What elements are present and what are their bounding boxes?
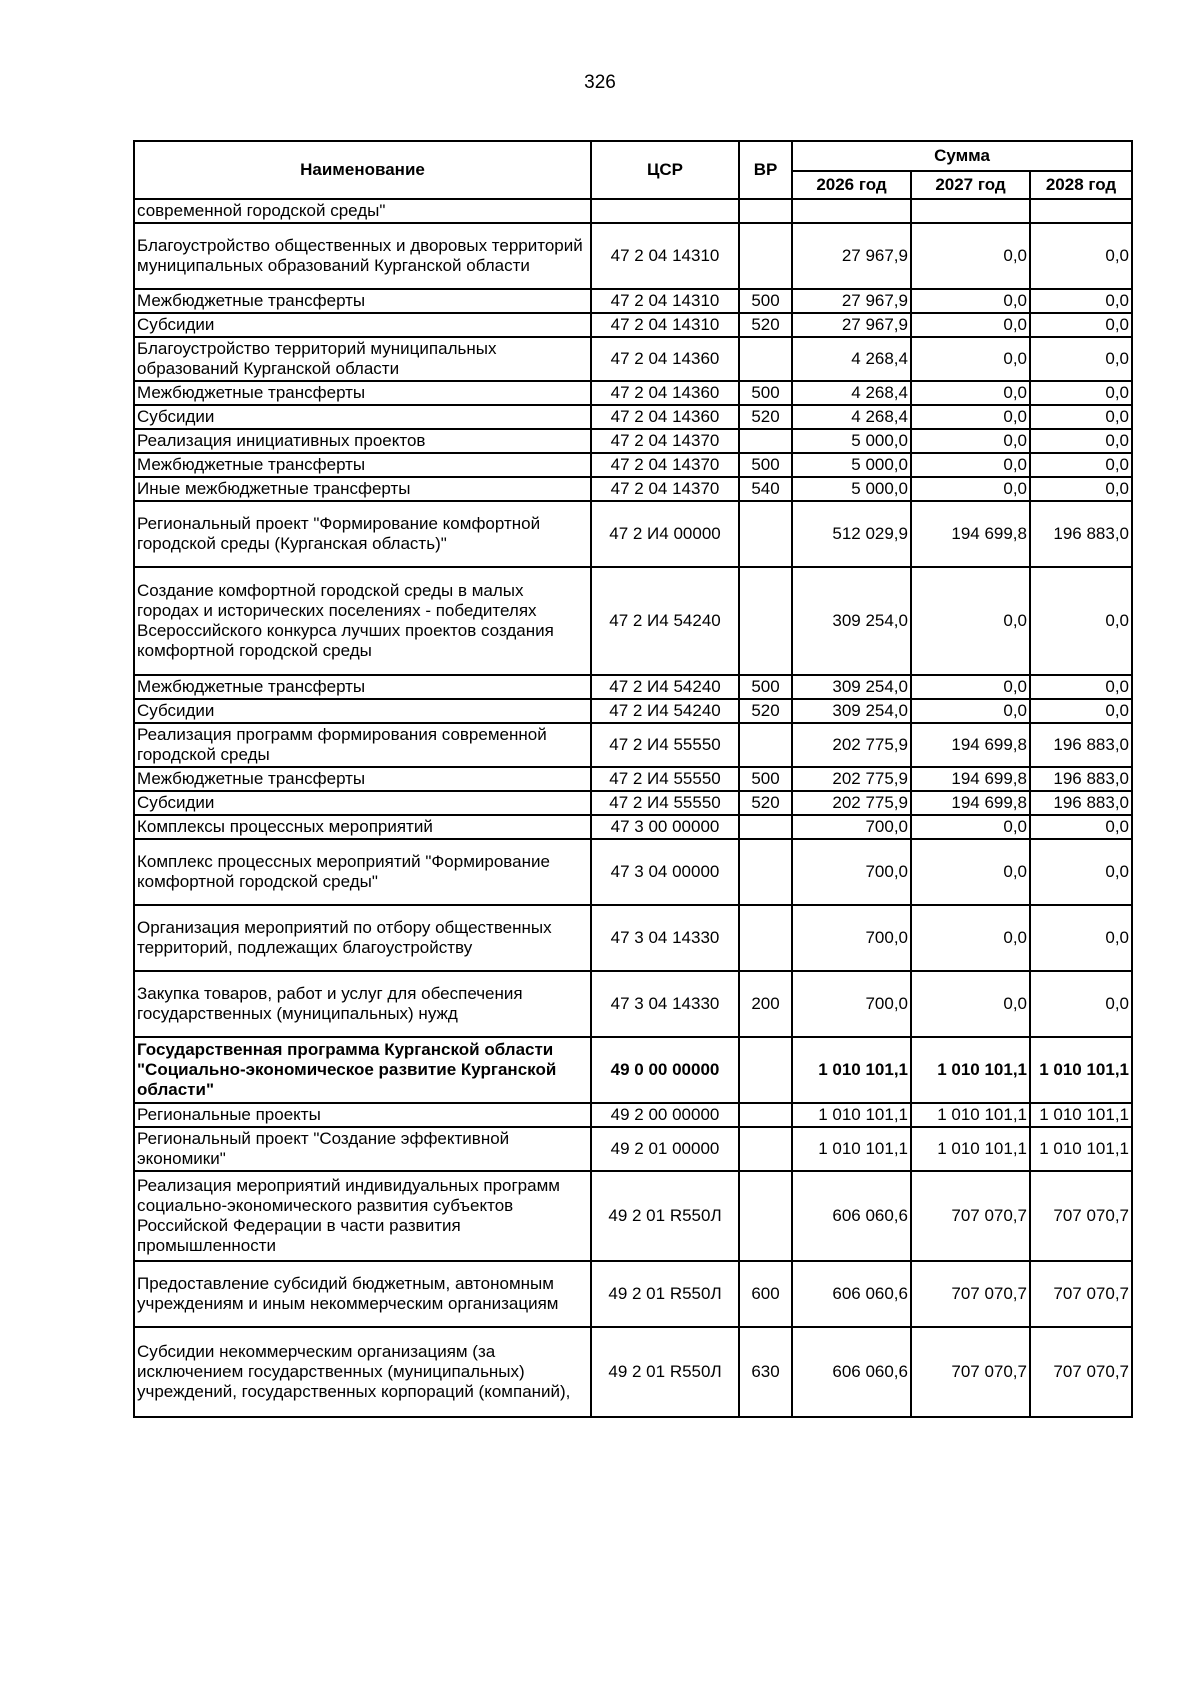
row-vr [739,815,792,839]
row-value-2028: 0,0 [1030,839,1132,905]
table-row [134,723,1132,767]
header-vr: ВР [739,141,792,199]
row-value-2027: 707 070,7 [911,1261,1030,1327]
row-csr: 49 2 00 00000 [591,1103,739,1127]
row-csr: 47 2 И4 54240 [591,675,739,699]
row-name: Субсидии некоммерческим организациям (за исключением государственных (муниципальных) учреждений, государственных корпораций (компаний), [134,1327,591,1417]
row-value-2026: 309 254,0 [792,699,911,723]
row-value-2028: 707 070,7 [1030,1327,1132,1417]
row-csr: 47 2 04 14360 [591,381,739,405]
table-row [134,815,1132,839]
table-row [134,381,1132,405]
row-value-2026: 700,0 [792,815,911,839]
row-name: Субсидии [134,313,591,337]
row-value-2028: 0,0 [1030,429,1132,453]
row-csr: 49 2 01 R550Л [591,1327,739,1417]
row-name: Межбюджетные трансферты [134,767,591,791]
row-value-2028: 707 070,7 [1030,1171,1132,1261]
table-row [134,429,1132,453]
row-vr [739,337,792,381]
row-name: Субсидии [134,699,591,723]
row-value-2027: 0,0 [911,699,1030,723]
table-row [134,453,1132,477]
row-vr: 500 [739,453,792,477]
row-csr: 47 2 04 14360 [591,337,739,381]
row-csr: 47 2 04 14370 [591,453,739,477]
header-year-2026: 2026 год [792,171,911,199]
row-value-2026: 202 775,9 [792,791,911,815]
row-vr [739,905,792,971]
header-sum: Сумма [792,141,1132,171]
table-row [134,337,1132,381]
row-csr: 47 2 И4 00000 [591,501,739,567]
row-csr: 47 2 И4 54240 [591,567,739,675]
row-value-2026: 700,0 [792,839,911,905]
row-value-2027: 707 070,7 [911,1171,1030,1261]
row-value-2028: 0,0 [1030,289,1132,313]
table-row [134,675,1132,699]
row-vr: 600 [739,1261,792,1327]
row-value-2026: 27 967,9 [792,313,911,337]
row-value-2028: 196 883,0 [1030,791,1132,815]
row-csr: 47 2 04 14310 [591,289,739,313]
row-value-2027: 0,0 [911,453,1030,477]
row-vr [739,1171,792,1261]
row-value-2026: 202 775,9 [792,767,911,791]
row-value-2027: 194 699,8 [911,791,1030,815]
row-value-2027: 0,0 [911,971,1030,1037]
header-name: Наименование [134,141,591,199]
row-csr: 47 3 04 14330 [591,971,739,1037]
row-name: Региональные проекты [134,1103,591,1127]
table-row [134,199,1132,223]
table-row [134,1261,1132,1327]
row-value-2028: 0,0 [1030,453,1132,477]
row-vr [739,1127,792,1171]
row-value-2026: 309 254,0 [792,567,911,675]
row-value-2026: 4 268,4 [792,405,911,429]
row-value-2028: 0,0 [1030,905,1132,971]
row-name: Создание комфортной городской среды в малых городах и исторических поселениях - победителях Всероссийского конкурса лучших проектов создания комфортной городской среды [134,567,591,675]
table-row [134,501,1132,567]
row-name: Государственная программа Курганской области "Социально-экономическое развитие Курганской области" [134,1037,591,1103]
budget-table [133,140,1133,1418]
row-vr: 500 [739,767,792,791]
row-value-2028: 0,0 [1030,477,1132,501]
table-row [134,313,1132,337]
row-csr: 47 3 04 14330 [591,905,739,971]
table-row [134,905,1132,971]
table-row [134,699,1132,723]
row-value-2028: 0,0 [1030,567,1132,675]
row-value-2026: 606 060,6 [792,1171,911,1261]
row-value-2028: 1 010 101,1 [1030,1127,1132,1171]
row-vr [739,223,792,289]
row-value-2027: 0,0 [911,429,1030,453]
row-name: Субсидии [134,791,591,815]
row-value-2026: 5 000,0 [792,477,911,501]
row-value-2027: 0,0 [911,381,1030,405]
row-csr: 47 3 00 00000 [591,815,739,839]
row-name: Организация мероприятий по отбору общественных территорий, подлежащих благоустройству [134,905,591,971]
header-year-2028: 2028 год [1030,171,1132,199]
row-csr: 47 2 04 14370 [591,477,739,501]
row-vr: 520 [739,405,792,429]
row-name: Реализация программ формирования современной городской среды [134,723,591,767]
row-vr [739,723,792,767]
row-vr [739,1103,792,1127]
row-value-2026: 1 010 101,1 [792,1037,911,1103]
row-value-2028: 0,0 [1030,405,1132,429]
row-vr [739,1037,792,1103]
row-value-2027: 0,0 [911,567,1030,675]
row-value-2027: 0,0 [911,289,1030,313]
row-value-2026: 1 010 101,1 [792,1127,911,1171]
row-value-2026: 606 060,6 [792,1261,911,1327]
row-value-2028: 0,0 [1030,971,1132,1037]
row-value-2027: 194 699,8 [911,767,1030,791]
row-value-2026: 5 000,0 [792,429,911,453]
row-value-2028: 0,0 [1030,223,1132,289]
table-row [134,1103,1132,1127]
row-name: Комплекс процессных мероприятий "Формирование комфортной городской среды" [134,839,591,905]
row-value-2027: 0,0 [911,405,1030,429]
row-value-2027: 0,0 [911,815,1030,839]
row-value-2028: 1 010 101,1 [1030,1103,1132,1127]
row-vr: 200 [739,971,792,1037]
row-value-2028: 0,0 [1030,815,1132,839]
row-value-2028: 196 883,0 [1030,767,1132,791]
row-vr: 520 [739,699,792,723]
row-vr: 500 [739,381,792,405]
row-value-2028: 0,0 [1030,337,1132,381]
row-csr: 49 2 01 R550Л [591,1261,739,1327]
row-csr: 49 0 00 00000 [591,1037,739,1103]
row-csr [591,199,739,223]
table-row [134,791,1132,815]
row-value-2026 [792,199,911,223]
row-value-2026: 1 010 101,1 [792,1103,911,1127]
row-csr: 49 2 01 R550Л [591,1171,739,1261]
row-csr: 47 2 04 14370 [591,429,739,453]
row-value-2028: 0,0 [1030,699,1132,723]
table-row [134,405,1132,429]
row-value-2026: 4 268,4 [792,381,911,405]
row-name: Межбюджетные трансферты [134,289,591,313]
row-name: Благоустройство общественных и дворовых территорий муниципальных образований Курганской области [134,223,591,289]
page-number: 326 [584,72,616,93]
row-name: Межбюджетные трансферты [134,675,591,699]
row-name: Благоустройство территорий муниципальных образований Курганской области [134,337,591,381]
row-name: Реализация мероприятий индивидуальных программ социально-экономического развития субъектов Российской Федерации в части развития промышленности [134,1171,591,1261]
row-name: Межбюджетные трансферты [134,453,591,477]
row-name: Реализация инициативных проектов [134,429,591,453]
row-value-2027 [911,199,1030,223]
row-csr: 47 2 04 14310 [591,223,739,289]
row-vr [739,839,792,905]
row-value-2026: 512 029,9 [792,501,911,567]
row-csr: 47 2 04 14310 [591,313,739,337]
row-value-2027: 0,0 [911,675,1030,699]
row-value-2027: 707 070,7 [911,1327,1030,1417]
table-row [134,223,1132,289]
table-row [134,289,1132,313]
row-value-2027: 0,0 [911,337,1030,381]
table-row [134,839,1132,905]
table-row [134,1037,1132,1103]
row-vr: 500 [739,289,792,313]
table-row [134,767,1132,791]
row-vr: 630 [739,1327,792,1417]
row-value-2028: 196 883,0 [1030,723,1132,767]
row-value-2027: 0,0 [911,477,1030,501]
row-vr [739,199,792,223]
row-value-2028 [1030,199,1132,223]
row-value-2026: 27 967,9 [792,289,911,313]
row-value-2027: 0,0 [911,839,1030,905]
row-value-2026: 606 060,6 [792,1327,911,1417]
row-vr [739,567,792,675]
table-body [134,199,1132,1417]
row-value-2027: 0,0 [911,313,1030,337]
table-row [134,1127,1132,1171]
row-csr: 47 3 04 00000 [591,839,739,905]
row-vr [739,501,792,567]
table-row [134,477,1132,501]
row-name: Закупка товаров, работ и услуг для обеспечения государственных (муниципальных) нужд [134,971,591,1037]
row-value-2027: 1 010 101,1 [911,1037,1030,1103]
row-vr: 500 [739,675,792,699]
row-value-2026: 4 268,4 [792,337,911,381]
row-value-2028: 1 010 101,1 [1030,1037,1132,1103]
row-value-2028: 196 883,0 [1030,501,1132,567]
row-vr [739,429,792,453]
row-vr: 520 [739,791,792,815]
row-value-2026: 309 254,0 [792,675,911,699]
row-value-2028: 0,0 [1030,381,1132,405]
table-row [134,567,1132,675]
header-csr: ЦСР [591,141,739,199]
row-value-2027: 1 010 101,1 [911,1103,1030,1127]
row-name: Предоставление субсидий бюджетным, автономным учреждениям и иным некоммерческим организациям [134,1261,591,1327]
row-csr: 49 2 01 00000 [591,1127,739,1171]
row-value-2028: 0,0 [1030,313,1132,337]
row-value-2028: 0,0 [1030,675,1132,699]
table-row [134,1171,1132,1261]
row-name: Иные межбюджетные трансферты [134,477,591,501]
row-name: Региональный проект "Формирование комфортной городской среды (Курганская область)" [134,501,591,567]
row-value-2026: 5 000,0 [792,453,911,477]
row-name: современной городской среды" [134,199,591,223]
row-name: Субсидии [134,405,591,429]
row-value-2026: 700,0 [792,905,911,971]
row-value-2027: 0,0 [911,905,1030,971]
row-value-2026: 27 967,9 [792,223,911,289]
row-csr: 47 2 И4 54240 [591,699,739,723]
row-name: Комплексы процессных мероприятий [134,815,591,839]
row-csr: 47 2 И4 55550 [591,767,739,791]
row-vr: 520 [739,313,792,337]
row-value-2027: 0,0 [911,223,1030,289]
row-csr: 47 2 И4 55550 [591,791,739,815]
row-csr: 47 2 04 14360 [591,405,739,429]
row-value-2027: 194 699,8 [911,501,1030,567]
row-name: Межбюджетные трансферты [134,381,591,405]
row-value-2027: 194 699,8 [911,723,1030,767]
table-row [134,1327,1132,1417]
row-value-2026: 202 775,9 [792,723,911,767]
row-value-2028: 707 070,7 [1030,1261,1132,1327]
row-csr: 47 2 И4 55550 [591,723,739,767]
row-value-2027: 1 010 101,1 [911,1127,1030,1171]
row-vr: 540 [739,477,792,501]
header-year-2027: 2027 год [911,171,1030,199]
row-name: Региональный проект "Создание эффективной экономики" [134,1127,591,1171]
table-row [134,971,1132,1037]
row-value-2026: 700,0 [792,971,911,1037]
